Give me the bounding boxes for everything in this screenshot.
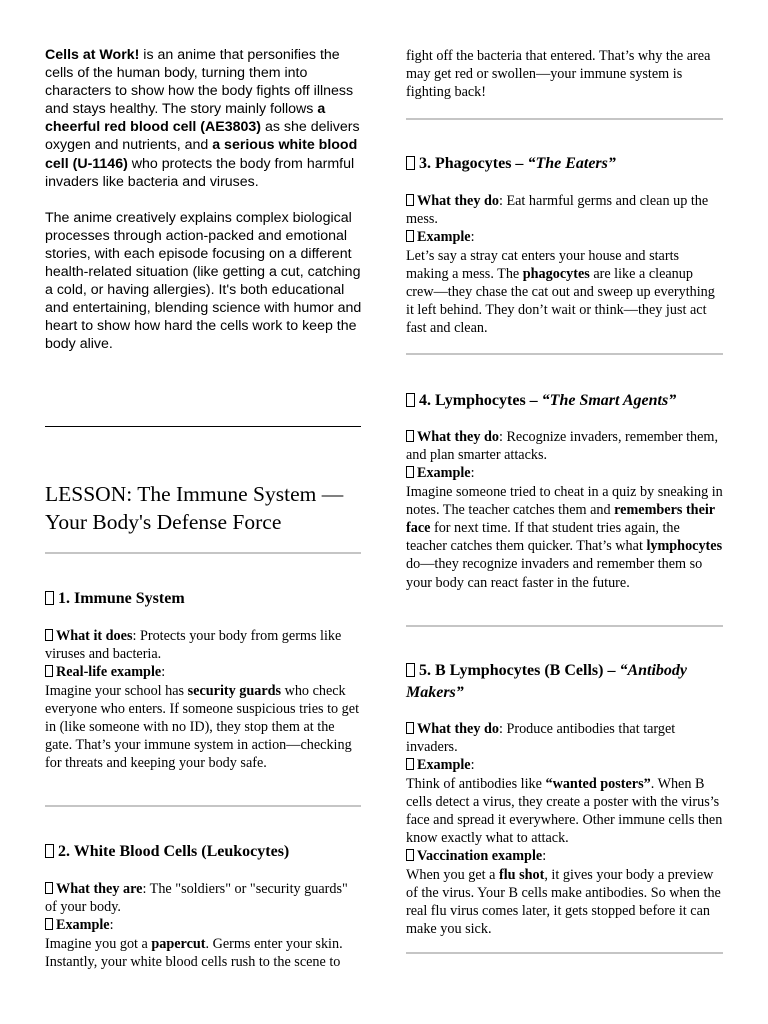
divider <box>406 952 723 954</box>
paragraph: What they do: Recognize invaders, remember them, and plan smarter attacks. <box>406 429 719 464</box>
divider <box>406 625 723 627</box>
paragraph: What it does: Protects your body from germs like viruses and bacteria. <box>45 628 342 663</box>
glyph-box-icon <box>45 591 54 605</box>
glyph-box-icon <box>406 156 415 170</box>
paragraph: What they are: The "soldiers" or "security guards" of your body. <box>45 881 348 916</box>
paragraph: Think of antibodies like “wanted posters”. When B cells detect a virus, they create a poster with the virus’s face and spread it everywhere. Other immune cells then know exactly what to attack. <box>406 775 723 847</box>
paragraph: Example: <box>45 916 363 934</box>
glyph-box-icon <box>406 230 414 242</box>
paragraph: Example: <box>406 228 724 246</box>
glyph-box-icon <box>406 849 414 861</box>
paragraph: When you get a flu shot, it gives your body a preview of the virus. Your B cells make antibodies. So when the real flu virus comes later, it gets stopped before it can make you sick. <box>406 866 721 938</box>
paragraph: What they do: Produce antibodies that target invaders. <box>406 721 676 756</box>
divider <box>45 426 361 427</box>
paragraph: fight off the bacteria that entered. That’s why the area may get red or swollen—your immune system is fighting back! <box>406 48 711 101</box>
glyph-box-icon <box>45 882 53 894</box>
lesson-title: LESSON: The Immune System — Your Body's Defense Force <box>45 482 344 534</box>
paragraph: What they do: Eat harmful germs and clean up the mess. <box>406 193 709 228</box>
section-body-immune-system <box>45 627 363 773</box>
intro-paragraph-1: Cells at Work! is an anime that personifies the cells of the human body, turning them into characters to show how the body fights off illness and stays healthy. The story mainly follows a cheerful red blood cell (AE3803) as she delivers oxygen and nutrients, and a serious white blood cell (U-1146) who protects the body from harmful invaders like bacteria and viruses. <box>45 47 360 190</box>
divider <box>45 552 361 554</box>
glyph-box-icon <box>45 918 53 930</box>
glyph-box-icon <box>406 194 414 206</box>
section-title-b-lymphocytes: 5. B Lymphocytes (B Cells) – “Antibody Makers” <box>406 662 688 701</box>
glyph-box-icon <box>406 722 414 734</box>
intro-text <box>45 46 363 354</box>
glyph-box-icon <box>406 466 414 478</box>
paragraph: Imagine you got a papercut. Germs enter your skin. Instantly, your white blood cells rush to the scene to <box>45 935 343 970</box>
paragraph: Example: <box>406 464 724 482</box>
section-body-b-lymphocytes <box>406 720 724 938</box>
paragraph: Imagine someone tried to cheat in a quiz by sneaking in notes. The teacher catches them and remembers their face for next time. If that student tries again, the teacher catches them quicker. That’s what lymphocytes do—they recognize invaders and remember them so your body can react faster in the future. <box>406 483 723 591</box>
paragraph: Vaccination example: <box>406 847 724 865</box>
glyph-box-icon <box>406 393 415 407</box>
glyph-box-icon <box>45 629 53 641</box>
paragraph: Imagine your school has security guards who check everyone who enters. If someone suspicious tries to get in (like someone with no ID), they stop them at the gate. That’s your immune system in action—checking for threats and keeping your body safe. <box>45 682 360 772</box>
intro-paragraph-2: The anime creatively explains complex biological processes through action-packed and emotional stories, with each episode focusing on a different health-related situation (like getting a cut, catching a cold, or having allergies). It's both educational and entertaining, blending science with humor and heart to show how hard the cells work to keep the body alive. <box>45 209 362 353</box>
section-body-lymphocytes <box>406 428 724 592</box>
section-title-lymphocytes: 4. Lymphocytes – “The Smart Agents” <box>406 390 724 412</box>
section-body-white-blood-cells <box>45 880 363 971</box>
glyph-box-icon <box>45 665 53 677</box>
section-body-white-blood-cells-continued <box>406 47 724 102</box>
glyph-box-icon <box>406 430 414 442</box>
glyph-box-icon <box>406 663 415 677</box>
paragraph: Real-life example: <box>45 663 363 681</box>
glyph-box-icon <box>45 844 54 858</box>
section-title-white-blood-cells: 2. White Blood Cells (Leukocytes) <box>45 841 363 863</box>
divider <box>406 118 723 120</box>
section-title-phagocytes: 3. Phagocytes – “The Eaters” <box>406 153 724 175</box>
paragraph: Let’s say a stray cat enters your house and starts making a mess. The phagocytes are like a cleanup crew—they chase the cat out and sweep up everything it left behind. They don’t wait or think—they just act fast and clean. <box>406 247 715 337</box>
section-body-phagocytes <box>406 192 724 338</box>
divider <box>45 805 361 807</box>
section-title-immune-system: 1. Immune System <box>45 588 363 610</box>
glyph-box-icon <box>406 758 414 770</box>
divider <box>406 353 723 355</box>
paragraph: Example: <box>406 756 724 774</box>
